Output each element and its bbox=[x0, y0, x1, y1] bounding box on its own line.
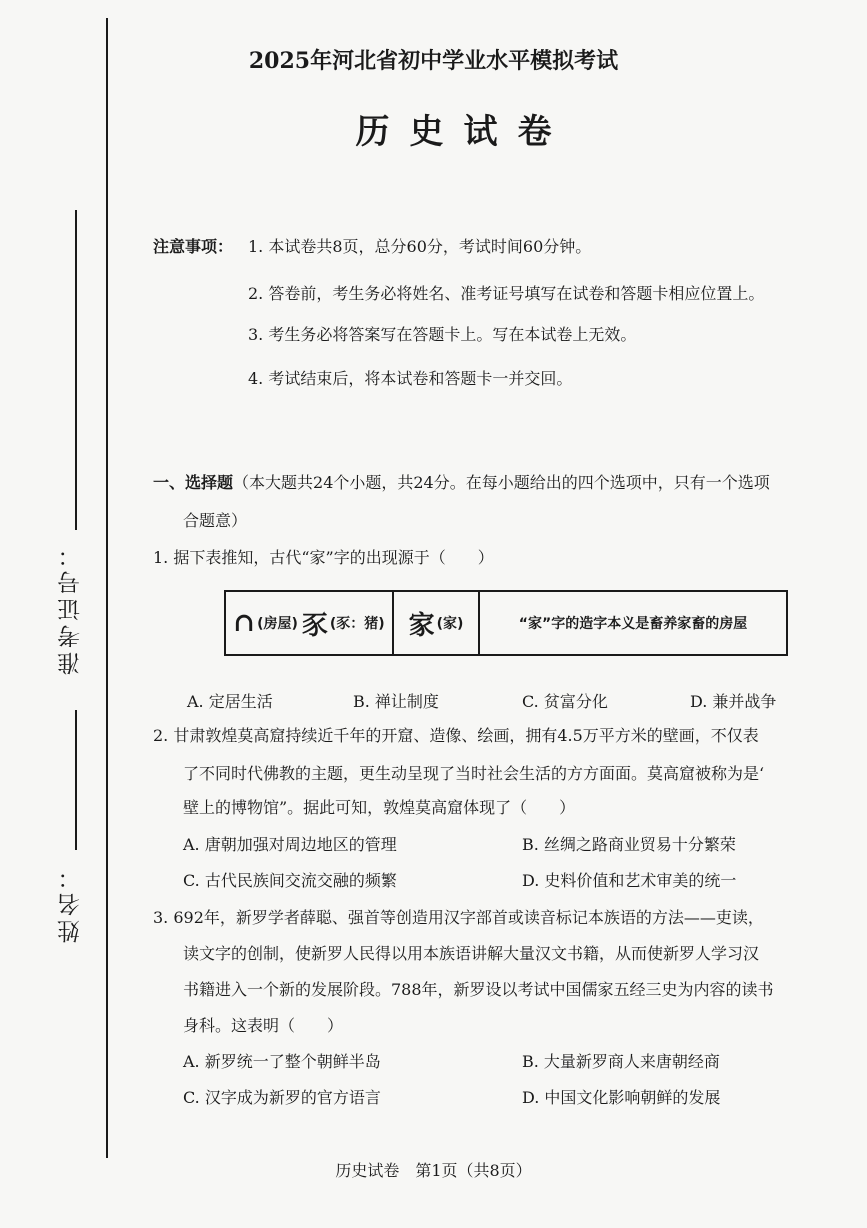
exam-id-label: 准考证号： bbox=[58, 540, 84, 675]
question-3-stem-line: 3. 692年，新罗学者薛聪、强首等创造用汉字部首或读音标记本族语的方法——吏读， bbox=[153, 908, 764, 927]
name-underline bbox=[75, 710, 77, 850]
name-label: 姓名： bbox=[58, 862, 84, 943]
notice-item: 4. 考试结束后，将本试卷和答题卡一并交回。 bbox=[248, 369, 573, 388]
exam-title: 2025年河北省初中学业水平模拟考试 bbox=[248, 48, 619, 74]
notice-label: 注意事项： bbox=[153, 237, 234, 256]
notice-item: 1. 本试卷共8页，总分60分，考试时间60分钟。 bbox=[248, 237, 592, 256]
section-heading: 一、选择题 bbox=[153, 473, 234, 492]
paper-title: 历史试卷 bbox=[355, 112, 572, 152]
q3-option-d: D. 中国文化影响朝鲜的发展 bbox=[522, 1088, 721, 1107]
character-table bbox=[224, 590, 788, 656]
q1-option-d: D. 兼并战争 bbox=[690, 692, 777, 711]
table-cell-jia bbox=[394, 592, 480, 654]
id-underline bbox=[75, 210, 77, 530]
q3-option-c: C. 汉字成为新罗的官方语言 bbox=[183, 1088, 381, 1107]
q2-option-a: A. 唐朝加强对周边地区的管理 bbox=[183, 835, 397, 854]
notice-item: 3. 考生务必将答案写在答题卡上。写在本试卷上无效。 bbox=[248, 325, 637, 344]
jia-caption: (家) bbox=[436, 616, 464, 632]
pig-caption: (豕：猪) bbox=[329, 616, 385, 632]
question-2-stem-line: 2. 甘肃敦煌莫高窟持续近千年的开窟、造像、绘画，拥有4.5万平方米的壁画，不仅表 bbox=[153, 726, 759, 745]
pig-glyph: 豕 bbox=[301, 610, 328, 641]
q3-option-b: B. 大量新罗商人来唐朝经商 bbox=[522, 1052, 720, 1071]
house-caption: (房屋) bbox=[257, 616, 298, 632]
table-cell-components bbox=[226, 592, 394, 654]
question-3-stem-line: 书籍进入一个新的发展阶段。788年，新罗设以考试中国儒家五经三史为内容的读书 bbox=[183, 980, 774, 999]
house-glyph: ∩ bbox=[233, 608, 256, 638]
q3-option-a: A. 新罗统一了整个朝鲜半岛 bbox=[183, 1052, 381, 1071]
q1-option-a: A. 定居生活 bbox=[187, 692, 273, 711]
q1-option-c: C. 贫富分化 bbox=[522, 692, 608, 711]
question-3-stem-line: 身科。这表明（ ） bbox=[183, 1016, 344, 1035]
page-footer: 历史试卷 第1页（共8页） bbox=[335, 1161, 532, 1180]
q1-option-b: B. 禅让制度 bbox=[353, 692, 439, 711]
question-2-stem-line: 壁上的博物馆”。据此可知，敦煌莫高窟体现了（ ） bbox=[183, 798, 576, 817]
question-2-stem-line: 了不同时代佛教的主题，更生动呈现了当时社会生活的方方面面。莫高窟被称为是‘ bbox=[183, 764, 765, 783]
section-desc-cont: 合题意） bbox=[183, 511, 248, 530]
binding-line bbox=[106, 18, 108, 1158]
q2-option-c: C. 古代民族间交流交融的频繁 bbox=[183, 871, 397, 890]
section-heading-line bbox=[153, 470, 770, 493]
notice-item: 2. 答卷前，考生务必将姓名、准考证号填写在试卷和答题卡相应位置上。 bbox=[248, 284, 765, 303]
jia-glyph: 家 bbox=[408, 610, 435, 641]
section-desc: （本大题共24个小题，共24分。在每小题给出的四个选项中，只有一个选项 bbox=[233, 473, 770, 492]
question-3-stem-line: 读文字的创制，使新罗人民得以用本族语讲解大量汉文书籍，从而使新罗人学习汉 bbox=[183, 944, 760, 963]
question-1-stem: 1. 据下表推知，古代“家”字的出现源于（ ） bbox=[153, 548, 494, 567]
q2-option-d: D. 史料价值和艺术审美的统一 bbox=[522, 871, 737, 890]
q2-option-b: B. 丝绸之路商业贸易十分繁荣 bbox=[522, 835, 736, 854]
table-cell-meaning: “家”字的造字本义是畜养家畜的房屋 bbox=[518, 616, 748, 632]
